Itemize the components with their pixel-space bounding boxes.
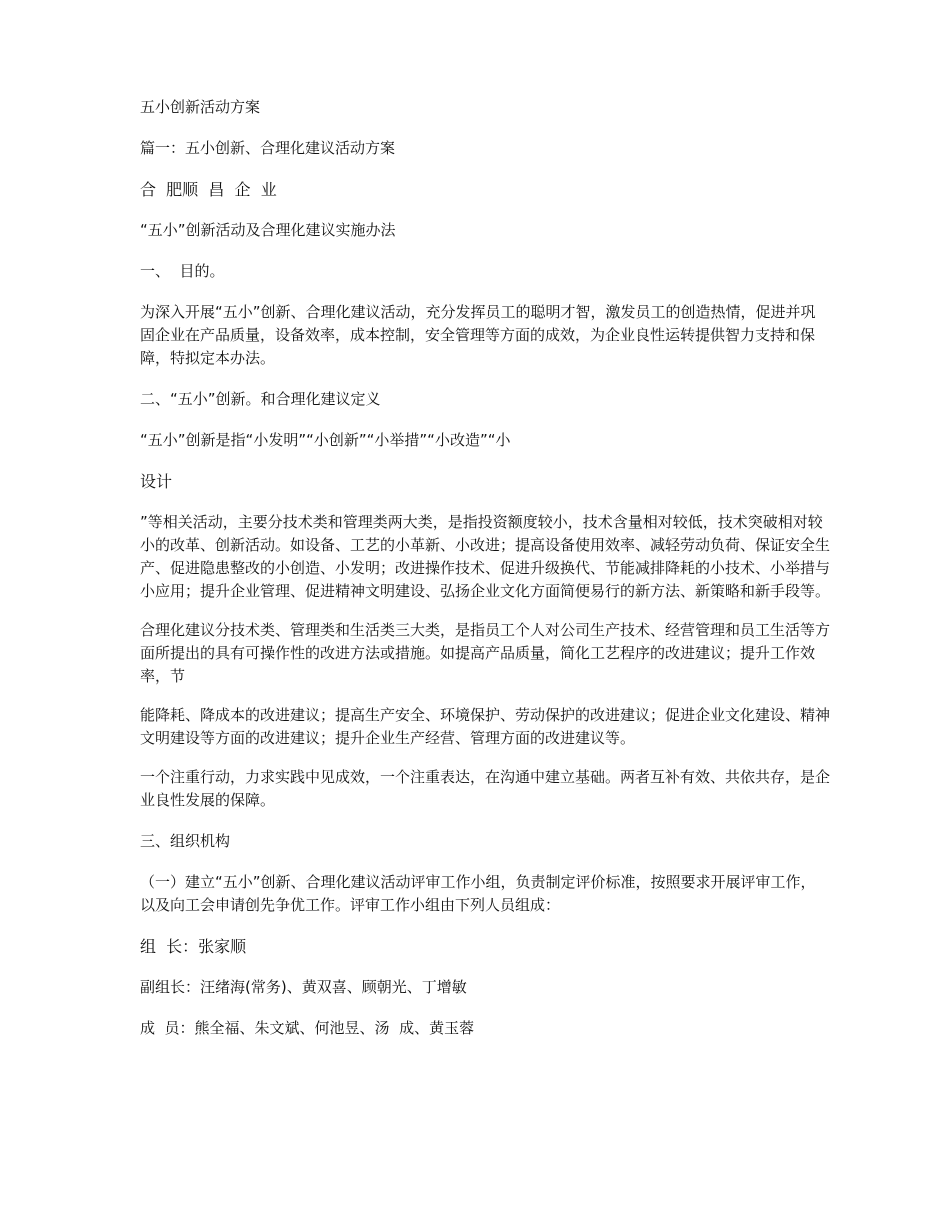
paragraph-design: 设计 [140,472,173,491]
company-name: 合 肥顺 昌 企 业 [140,180,277,199]
paragraph-review-group: （一）建立“五小”创新、合理化建议活动评审工作小组，负责制定评价标准，按照要求开展评审工作，以及向工会申请创先争优工作。评审工作小组由下列人员组成： [140,873,816,914]
group-members: 成 员：熊全福、朱文斌、何池昱、汤 成、黄玉蓉 [140,1019,475,1037]
paragraph-complementary: 一个注重行动，力求实践中见成效，一个注重表达，在沟通中建立基础。两者互补有效、共依共存，是企业良性发展的保障。 [140,768,831,809]
heading-organization: 三、组织机构 [140,832,231,850]
paragraph-suggestion-types: 合理化建议分技术类、管理类和生活类三大类，是指员工个人对公司生产技术、经营管理和员工生活等方面所提出的具有可操作性的改进方法或措施。如提高产品质量，简化工艺程序的改进建议；提升工作效率，节 [140,621,831,685]
measures-title: “五小”创新活动及合理化建议实施办法 [140,221,396,239]
heading-purpose: 一、 目的。 [140,262,225,280]
paragraph-definition-start: “五小”创新是指“小发明”“小创新”“小举措”“小改造”“小 [140,431,511,449]
paragraph-innovation-types: ”等相关活动，主要分技术类和管理类两大类，是指投资额度较小，技术含量相对较低，技术突破相对较小的改革、创新活动。如设备、工艺的小革新、小改进；提高设备使用效率、减轻劳动负荷、保证安全生产、促进隐患整改的小创造、小发明；改进操作技术、促进升级换代、节能减排降耗的小技术、小举措与小应用；提升企业管理、促进精神文明建设、弘扬企业文化方面简便易行的新方法、新策略和新手段等。 [140,513,831,600]
paragraph-purpose: 为深入开展“五小”创新、合理化建议活动，充分发挥员工的聪明才智，激发员工的创造热情，促进并巩固企业在产品质量，设备效率，成本控制，安全管理等方面的成效，为企业良性运转提供智力支持和保障，特拟定本办法。 [140,303,816,367]
document-title: 五小创新活动方案 [140,98,261,116]
deputy-leaders: 副组长：汪绪海(常务)、黄双喜、顾朝光、丁增敏 [140,978,467,996]
group-leader: 组 长：张家顺 [140,937,247,956]
section-title-part-one: 篇一：五小创新、合理化建议活动方案 [140,139,396,157]
paragraph-suggestion-examples: 能降耗、降成本的改进建议；提高生产安全、环境保护、劳动保护的改进建议；促进企业文化建设、精神文明建设等方面的改进建议；提升企业生产经营、管理方面的改进建议等。 [140,706,831,747]
heading-definition: 二、“五小”创新。和合理化建议定义 [140,390,381,408]
document-page [140,96,830,1058]
